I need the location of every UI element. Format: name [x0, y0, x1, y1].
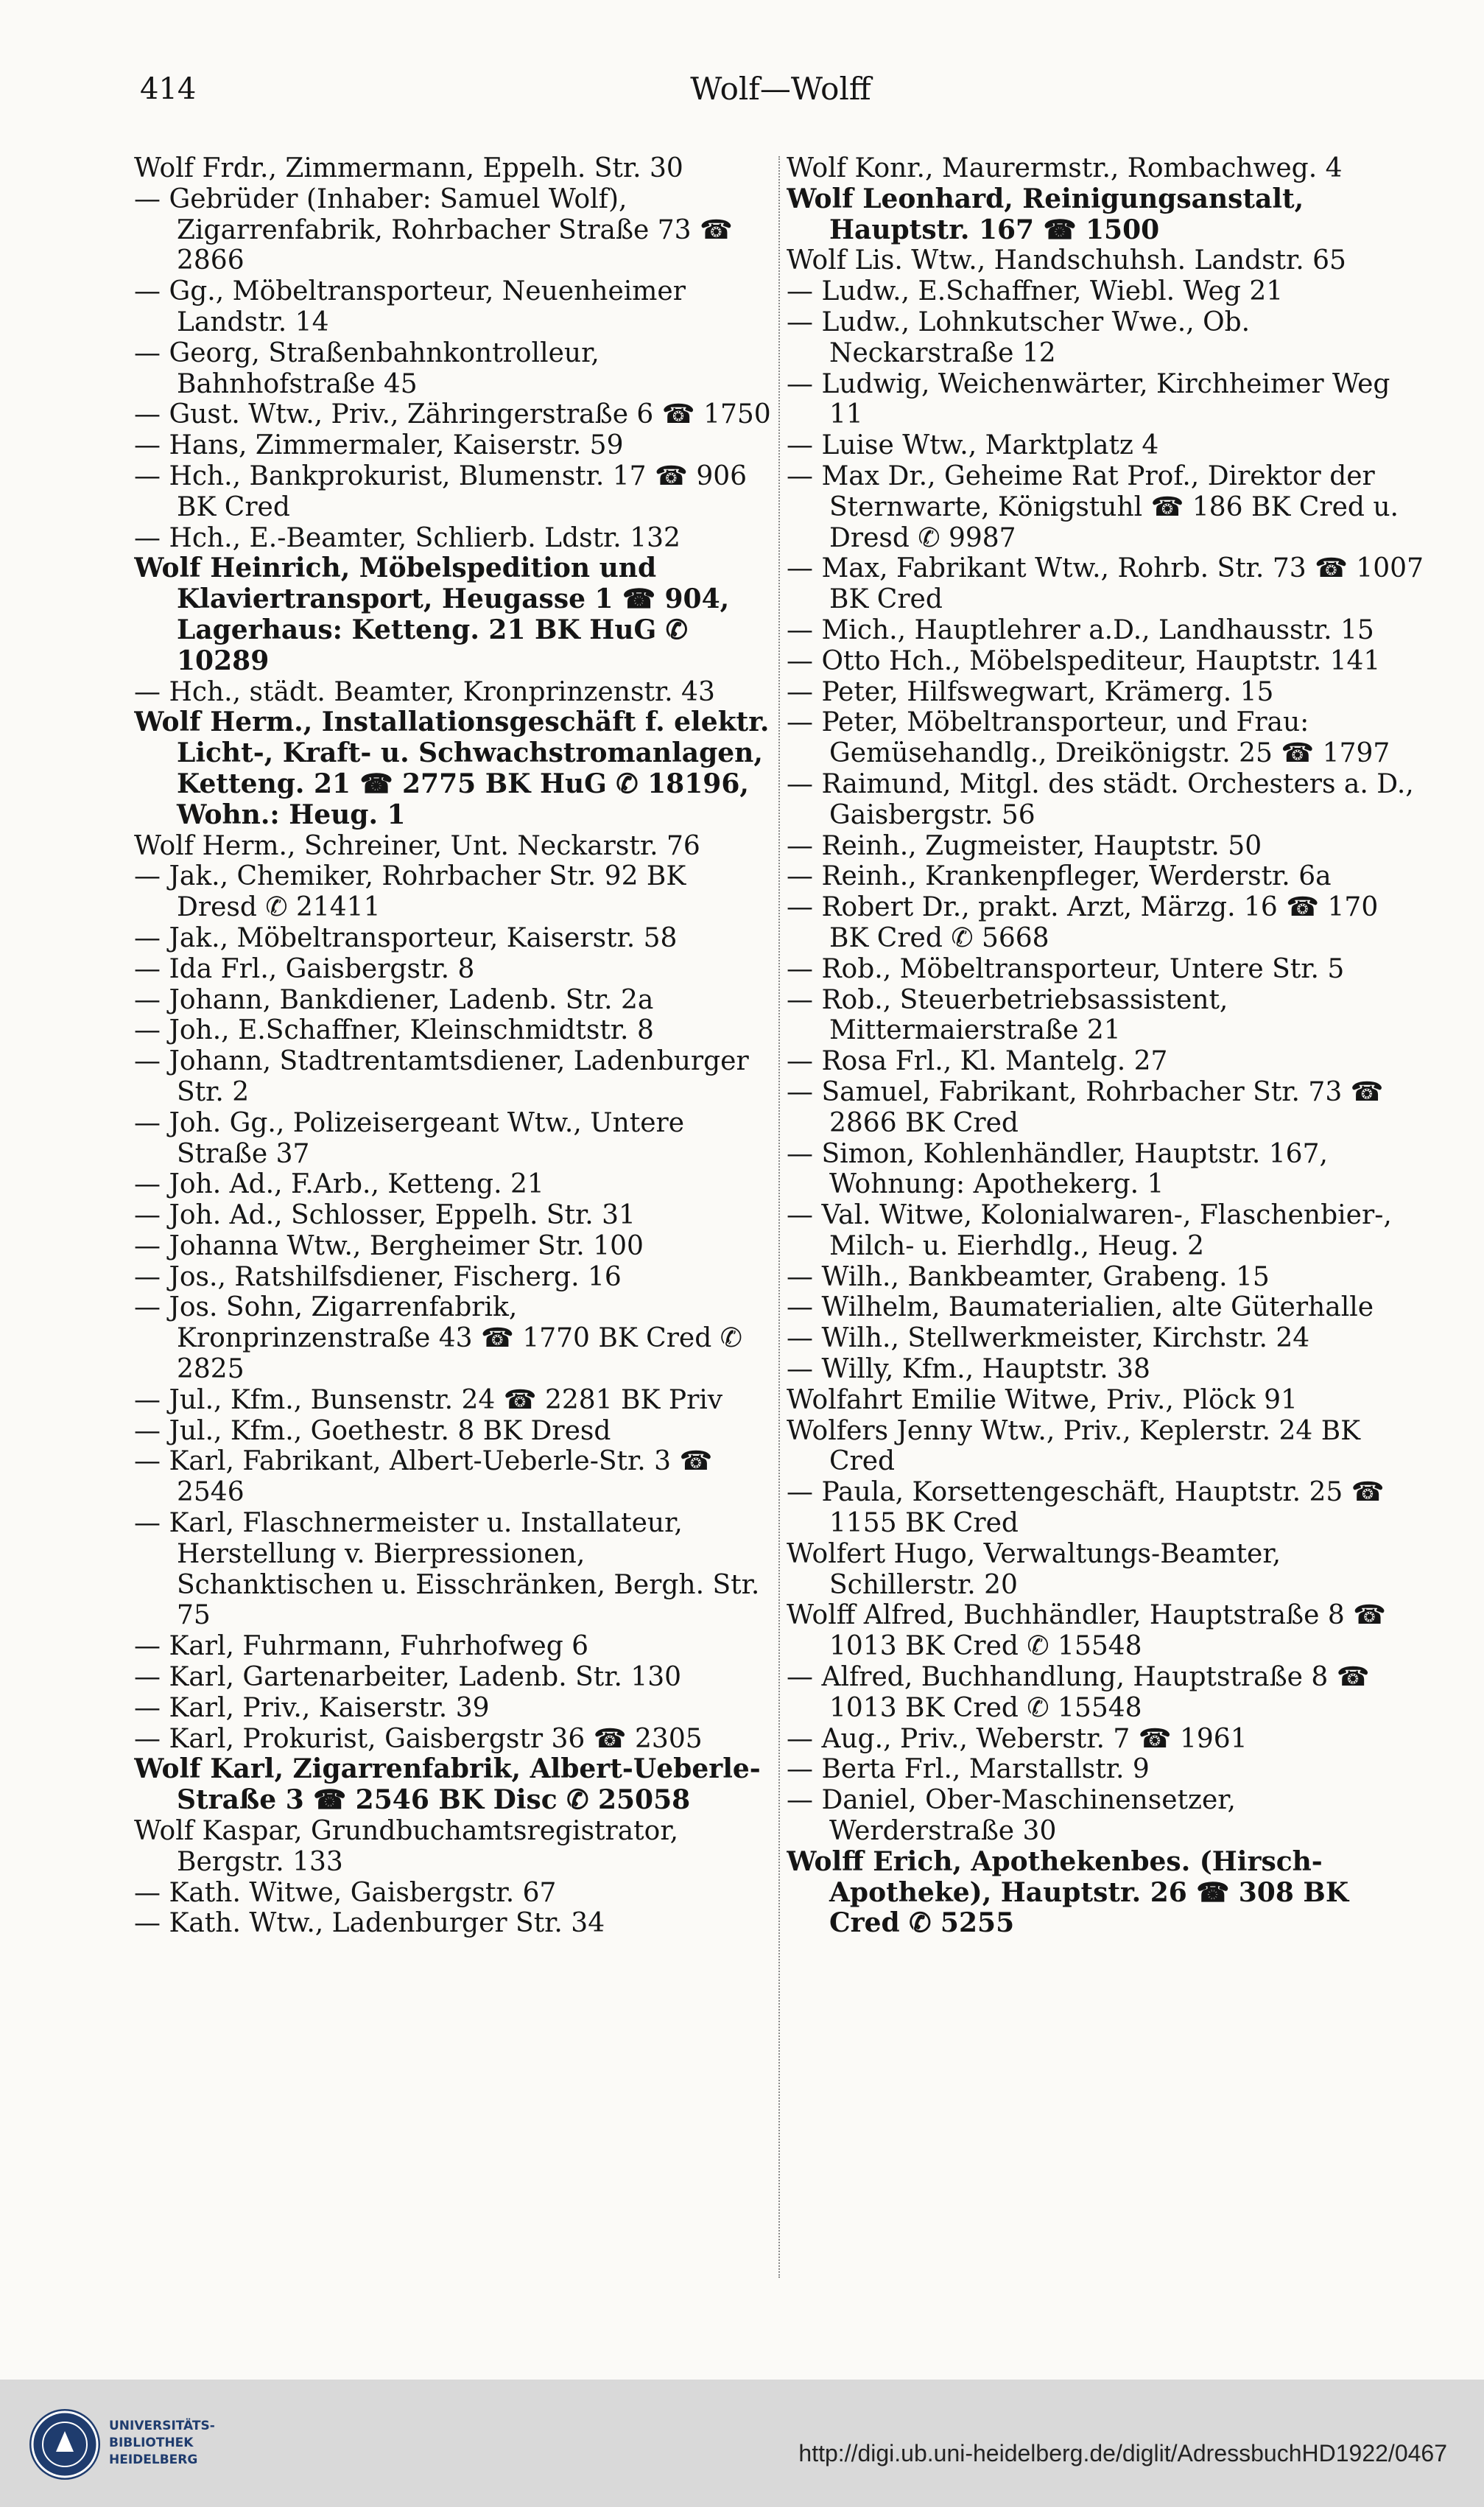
directory-entry: — Wilh., Bankbeamter, Grabeng. 15 — [787, 1261, 1270, 1292]
directory-entry: Wolfers Jenny Wtw., Priv., Keplerstr. 24 BK Cred — [787, 1415, 1361, 1477]
directory-entry: — Daniel, Ober-Maschinensetzer, Werderstraße 30 — [787, 1785, 1236, 1847]
right-column — [787, 153, 1426, 2282]
directory-entry-highlighted: Wolf Karl, Zigarrenfabrik, Albert-Ueberle-Straße 3 ☎ 2546 BK Disc ✆ 25058 — [134, 1753, 761, 1816]
library-logo — [29, 2409, 215, 2483]
directory-entry: — Hch., städt. Beamter, Kronprinzenstr. 43 — [134, 676, 715, 707]
directory-entry: — Peter, Hilfswegwart, Krämerg. 15 — [787, 676, 1274, 707]
directory-entry: — Hch., E.-Beamter, Schlierb. Ldstr. 132 — [134, 522, 681, 553]
directory-entry: — Reinh., Zugmeister, Hauptstr. 50 — [787, 830, 1262, 861]
directory-entry: — Gebrüder (Inhaber: Samuel Wolf), Zigarrenfabrik, Rohrbacher Straße 73 ☎ 2866 — [134, 183, 733, 276]
directory-entry: — Karl, Fuhrmann, Fuhrhofweg 6 — [134, 1631, 589, 1662]
directory-entry: — Kath. Wtw., Ladenburger Str. 34 — [134, 1908, 605, 1939]
directory-entry: — Otto Hch., Möbelspediteur, Hauptstr. 141 — [787, 645, 1381, 676]
directory-entry: — Luise Wtw., Marktplatz 4 — [787, 430, 1159, 461]
directory-entry: — Joh. Ad., Schlosser, Eppelh. Str. 31 — [134, 1200, 636, 1231]
directory-entry: — Kath. Witwe, Gaisbergstr. 67 — [134, 1877, 557, 1908]
directory-entry: — Peter, Möbeltransporteur, und Frau: Gemüsehandlg., Dreikönigstr. 25 ☎ 1797 — [787, 707, 1390, 769]
directory-entry: Wolf Kaspar, Grundbuchamtsregistrator, Bergstr. 133 — [134, 1816, 679, 1877]
column-divider — [778, 156, 780, 2278]
directory-entry: — Joh. Gg., Polizeisergeant Wtw., Untere Straße 37 — [134, 1107, 685, 1169]
directory-entry: — Jos., Ratshilfsdiener, Fischerg. 16 — [134, 1261, 622, 1292]
directory-entry: — Joh., E.Schaffner, Kleinschmidtstr. 8 — [134, 1015, 654, 1046]
directory-entry: — Rob., Steuerbetriebsassistent, Mittermaierstraße 21 — [787, 984, 1228, 1046]
directory-entry: — Ludw., Lohnkutscher Wwe., Ob. Neckarstraße 12 — [787, 306, 1251, 368]
directory-entry: — Karl, Prokurist, Gaisbergstr 36 ☎ 2305 — [134, 1723, 703, 1754]
directory-entry-highlighted: Wolf Leonhard, Reinigungsanstalt, Hauptstr. 167 ☎ 1500 — [787, 183, 1304, 245]
directory-entry: — Karl, Gartenarbeiter, Ladenb. Str. 130 — [134, 1662, 682, 1693]
directory-entry: — Hch., Bankprokurist, Blumenstr. 17 ☎ 906 BK Cred — [134, 460, 748, 522]
directory-entry: Wolf Konr., Maurermstr., Rombachweg. 4 — [787, 153, 1343, 183]
directory-entry: — Robert Dr., prakt. Arzt, Märzg. 16 ☎ 170 BK Cred ✆ 5668 — [787, 892, 1379, 953]
directory-entry: — Hans, Zimmermaler, Kaiserstr. 59 — [134, 430, 624, 461]
directory-entry: — Raimund, Mitgl. des städt. Orchesters a. D., Gaisbergstr. 56 — [787, 768, 1414, 830]
directory-entry: Wolfahrt Emilie Witwe, Priv., Plöck 91 — [787, 1384, 1298, 1415]
page-header — [133, 65, 1429, 116]
running-head: Wolf—Wolff — [690, 71, 871, 107]
directory-entry-highlighted: Wolff Erich, Apothekenbes. (Hirsch-Apotheke), Hauptstr. 26 ☎ 308 BK Cred ✆ 5255 — [787, 1845, 1349, 1939]
directory-entry: — Jul., Kfm., Bunsenstr. 24 ☎ 2281 BK Priv — [134, 1384, 723, 1415]
directory-entry: — Wilhelm, Baumaterialien, alte Güterhalle — [787, 1292, 1374, 1323]
library-name: UNIVERSITÄTS-BIBLIOTHEK HEIDELBERG — [109, 2419, 215, 2467]
directory-entry: — Georg, Straßenbahnkontrolleur, Bahnhofstraße 45 — [134, 337, 599, 399]
directory-entry: — Max, Fabrikant Wtw., Rohrb. Str. 73 ☎ 1007 BK Cred — [787, 553, 1424, 615]
directory-entry: — Samuel, Fabrikant, Rohrbacher Str. 73 ☎ 2866 BK Cred — [787, 1076, 1384, 1138]
directory-entry: — Karl, Flaschnermeister u. Installateur, Herstellung v. Bierpressionen, Schanktischen u. Eisschränken, Bergh. Str. 75 — [134, 1508, 760, 1631]
directory-entry: — Wilh., Stellwerkmeister, Kirchstr. 24 — [787, 1323, 1310, 1354]
directory-entry: Wolfert Hugo, Verwaltungs-Beamter, Schillerstr. 20 — [787, 1538, 1281, 1600]
directory-entry: Wolff Alfred, Buchhändler, Hauptstraße 8 ☎ 1013 BK Cred ✆ 15548 — [787, 1600, 1387, 1662]
library-seal-icon — [29, 2409, 100, 2480]
directory-entry: — Alfred, Buchhandlung, Hauptstraße 8 ☎ 1013 BK Cred ✆ 15548 — [787, 1662, 1370, 1723]
directory-entry-highlighted: Wolf Herm., Installationsgeschäft f. elektr. Licht-, Kraft- u. Schwachstromanlagen, Ketteng. 21 ☎ 2775 BK HuG ✆ 18196, Wohn.: Heug. 1 — [134, 706, 770, 830]
directory-entry: — Karl, Priv., Kaiserstr. 39 — [134, 1692, 490, 1723]
directory-entry: — Jos. Sohn, Zigarrenfabrik, Kronprinzenstraße 43 ☎ 1770 BK Cred ✆ 2825 — [134, 1292, 742, 1385]
directory-entry: — Ludwig, Weichenwärter, Kirchheimer Weg 11 — [787, 368, 1390, 430]
directory-entry: — Willy, Kfm., Hauptstr. 38 — [787, 1354, 1150, 1385]
directory-entry: — Simon, Kohlenhändler, Hauptstr. 167, Wohnung: Apothekerg. 1 — [787, 1138, 1328, 1200]
directory-entry: — Rob., Möbeltransporteur, Untere Str. 5 — [787, 953, 1345, 984]
directory-entry: Wolf Frdr., Zimmermann, Eppelh. Str. 30 — [134, 153, 683, 183]
directory-entry: — Gg., Möbeltransporteur, Neuenheimer Landstr. 14 — [134, 276, 686, 337]
directory-entry: — Jak., Chemiker, Rohrbacher Str. 92 BK Dresd ✆ 21411 — [134, 861, 686, 923]
directory-entry: — Jul., Kfm., Goethestr. 8 BK Dresd — [134, 1415, 611, 1446]
directory-entry: — Johann, Bankdiener, Ladenb. Str. 2a — [134, 984, 654, 1015]
footer-bar — [0, 2380, 1484, 2507]
directory-entry: — Mich., Hauptlehrer a.D., Landhausstr. 15 — [787, 614, 1374, 645]
source-url-link[interactable]: http://digi.ub.uni-heidelberg.de/diglit/AdressbuchHD1922/0467 — [798, 2440, 1447, 2466]
directory-entry: — Reinh., Krankenpfleger, Werderstr. 6a — [787, 861, 1332, 892]
directory-entry: — Joh. Ad., F.Arb., Ketteng. 21 — [134, 1169, 544, 1200]
directory-entry: — Val. Witwe, Kolonialwaren-, Flaschenbier-, Milch- u. Eierhdlg., Heug. 2 — [787, 1200, 1392, 1261]
directory-entry: — Johann, Stadtrentamtsdiener, Ladenburger Str. 2 — [134, 1046, 749, 1107]
directory-entry: — Rosa Frl., Kl. Mantelg. 27 — [787, 1046, 1168, 1077]
directory-entry: Wolf Lis. Wtw., Handschuhsh. Landstr. 65 — [787, 245, 1346, 276]
directory-entry: — Berta Frl., Marstallstr. 9 — [787, 1754, 1150, 1785]
directory-entry: — Ludw., E.Schaffner, Wiebl. Weg 21 — [787, 276, 1284, 307]
directory-entry-highlighted: Wolf Heinrich, Möbelspedition und Klaviertransport, Heugasse 1 ☎ 904, Lagerhaus: Ketteng. 21 BK HuG ✆ 10289 — [134, 553, 730, 676]
directory-entry: Wolf Herm., Schreiner, Unt. Neckarstr. 76 — [134, 830, 700, 861]
directory-entry: — Gust. Wtw., Priv., Zähringerstraße 6 ☎ 1750 — [134, 399, 771, 430]
directory-entry: — Max Dr., Geheime Rat Prof., Direktor der Sternwarte, Königstuhl ☎ 186 BK Cred u. Dresd ✆ 9987 — [787, 460, 1399, 553]
page-number: 414 — [140, 72, 197, 106]
directory-entry: — Ida Frl., Gaisbergstr. 8 — [134, 953, 475, 984]
directory-entry: — Paula, Korsettengeschäft, Hauptstr. 25 ☎ 1155 BK Cred — [787, 1477, 1385, 1539]
directory-entry: — Karl, Fabrikant, Albert-Ueberle-Str. 3 ☎ 2546 — [134, 1446, 713, 1508]
directory-entry: — Aug., Priv., Weberstr. 7 ☎ 1961 — [787, 1723, 1248, 1754]
left-column — [134, 153, 773, 2282]
directory-entry: — Johanna Wtw., Bergheimer Str. 100 — [134, 1230, 644, 1261]
directory-entry: — Jak., Möbeltransporteur, Kaiserstr. 58 — [134, 922, 678, 953]
